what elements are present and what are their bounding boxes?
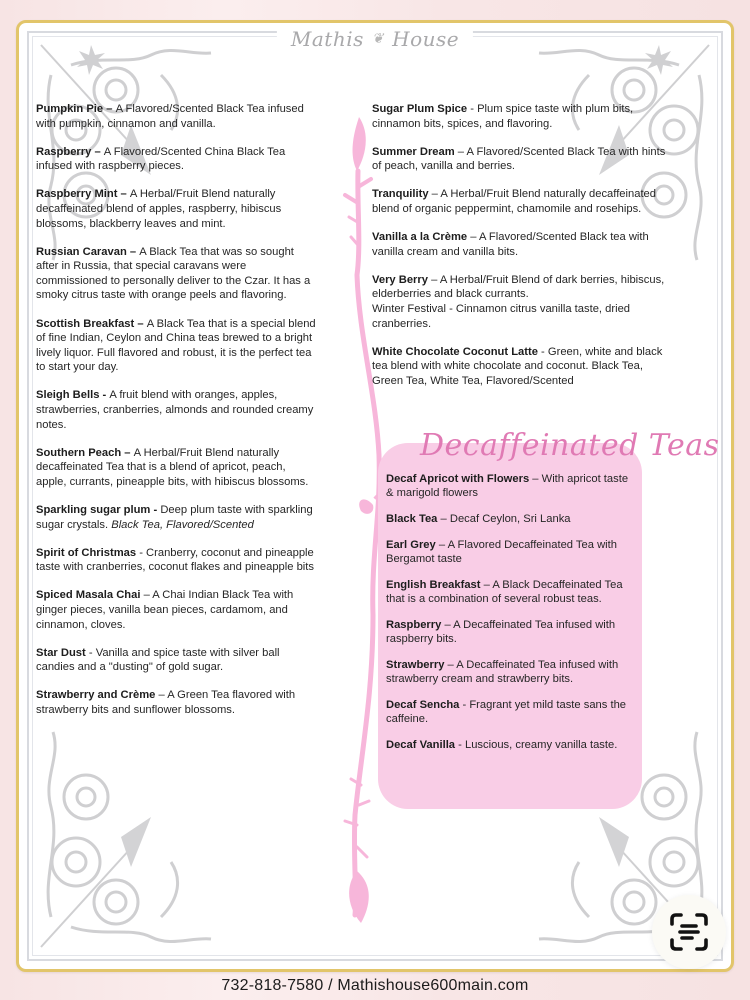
tea-entry: Raspberry Mint – A Herbal/Fruit Blend naturally decaffeinated blend of apples, raspberry, hibiscus blossoms, blackberry leaves and mint.	[36, 188, 282, 230]
tea-list-right	[372, 102, 672, 402]
tea-entry: Raspberry – A Flavored/Scented China Black Tea infused with raspberry pieces.	[36, 145, 286, 173]
tea-entry: White Chocolate Coconut Latte - Green, white and black tea blend with white chocolate and coconut. Black Tea, Green Tea, White Tea, Flavored/Scented	[372, 345, 663, 387]
tea-entry: Summer Dream – A Flavored/Scented Black Tea with hints of peach, vanilla and berries.	[372, 145, 666, 173]
decaf-entry: Black Tea – Decaf Ceylon, Sri Lanka	[386, 513, 571, 525]
scan-text-icon	[667, 910, 711, 954]
decaf-entry: English Breakfast – A Black Decaffeinated Tea that is a combination of several robust teas.	[386, 579, 623, 605]
swan-icon: ❦	[371, 31, 385, 47]
decaf-entry: Raspberry – A Decaffeinated Tea infused with raspberry bits.	[386, 619, 616, 645]
tea-entry: Sugar Plum Spice - Plum spice taste with plum bits, cinnamon bits, spices, and flavoring.	[372, 103, 634, 130]
tea-entry: Tranquility – A Herbal/Fruit Blend naturally decaffeinated blend of organic peppermint, chamomile and rosehips.	[372, 188, 656, 215]
brand-name-left: Mathis	[290, 27, 364, 51]
decaf-tea-list	[386, 472, 634, 764]
decaf-entry: Decaf Apricot with Flowers – With apricot taste & marigold flowers	[386, 473, 629, 499]
decaf-section-title: Decaffeinated Teas	[420, 428, 720, 463]
tea-entry: Russian Caravan – A Black Tea that was so sought after in Russia, that special caravans were commissioned to personally deliver to the Czar. It has a smoky citrus taste with orange peels and flavoring.	[36, 245, 311, 302]
tea-entry: Spiced Masala Chai – A Chai Indian Black Tea with ginger pieces, vanilla bean pieces, cardamom, and cinnamon, cloves.	[36, 589, 294, 631]
decaf-entry: Earl Grey – A Flavored Decaffeinated Tea with Bergamot taste	[386, 539, 617, 565]
tea-entry: Star Dust - Vanilla and spice taste with silver ball candies and a "dusting" of gold sugar.	[36, 646, 280, 674]
tea-entry-extra: Winter Festival - Cinnamon citrus vanilla taste, dried cranberries.	[372, 302, 631, 330]
tea-entry: Strawberry and Crème – A Green Tea flavored with strawberry bits and sunflower blossoms.	[36, 689, 296, 716]
tea-entry: Spirit of Christmas - Cranberry, coconut and pineapple taste with cranberries, coconut flakes and pineapple bits	[36, 546, 314, 574]
decaf-entry: Strawberry – A Decaffeinated Tea infused with strawberry cream and strawberry bits.	[386, 659, 619, 685]
tea-list-left	[36, 102, 316, 731]
tea-entry: Sleigh Bells - A fruit blend with oranges, apples, strawberries, cranberries, almonds and rounded creamy notes.	[36, 389, 314, 431]
brand-name-right: House	[392, 27, 460, 51]
decaf-entry: Decaf Vanilla - Luscious, creamy vanilla taste.	[386, 739, 618, 751]
tea-entry: Vanilla a la Crème – A Flavored/Scented Black tea with vanilla cream and vanilla bits.	[372, 231, 649, 258]
brand-logo	[277, 27, 473, 51]
corner-ornament-icon	[31, 727, 231, 957]
decaf-entry: Decaf Sencha - Fragrant yet mild taste sans the caffeine.	[386, 699, 627, 725]
tea-entry: Sparkling sugar plum - Deep plum taste with sparkling sugar crystals. Black Tea, Flavored/Scented	[36, 503, 313, 531]
tea-entry: Scottish Breakfast – A Black Tea that is a special blend of fine Indian, Ceylon and China teas brewed to a bright lively liquor. Full flavored and robust, it is the perfect tea to start your day.	[36, 317, 316, 374]
scan-text-button[interactable]	[652, 895, 726, 969]
tea-entry: Very Berry – A Herbal/Fruit Blend of dark berries, hibiscus, elderberries and black currants. Winter Festival - Cinnamon citrus vanilla taste, dried cranberries.	[372, 273, 665, 330]
tea-entry: Southern Peach – A Herbal/Fruit Blend naturally decaffeinated Tea that is a blend of apricot, peach, apple, currants, pineapple bits, with hibiscus blossoms.	[36, 446, 309, 488]
contact-footer: 732-818-7580 / Mathishouse600main.com	[221, 977, 529, 994]
tea-entry: Pumpkin Pie – A Flavored/Scented Black Tea infused with pumpkin, cinnamon and vanilla.	[36, 103, 304, 130]
